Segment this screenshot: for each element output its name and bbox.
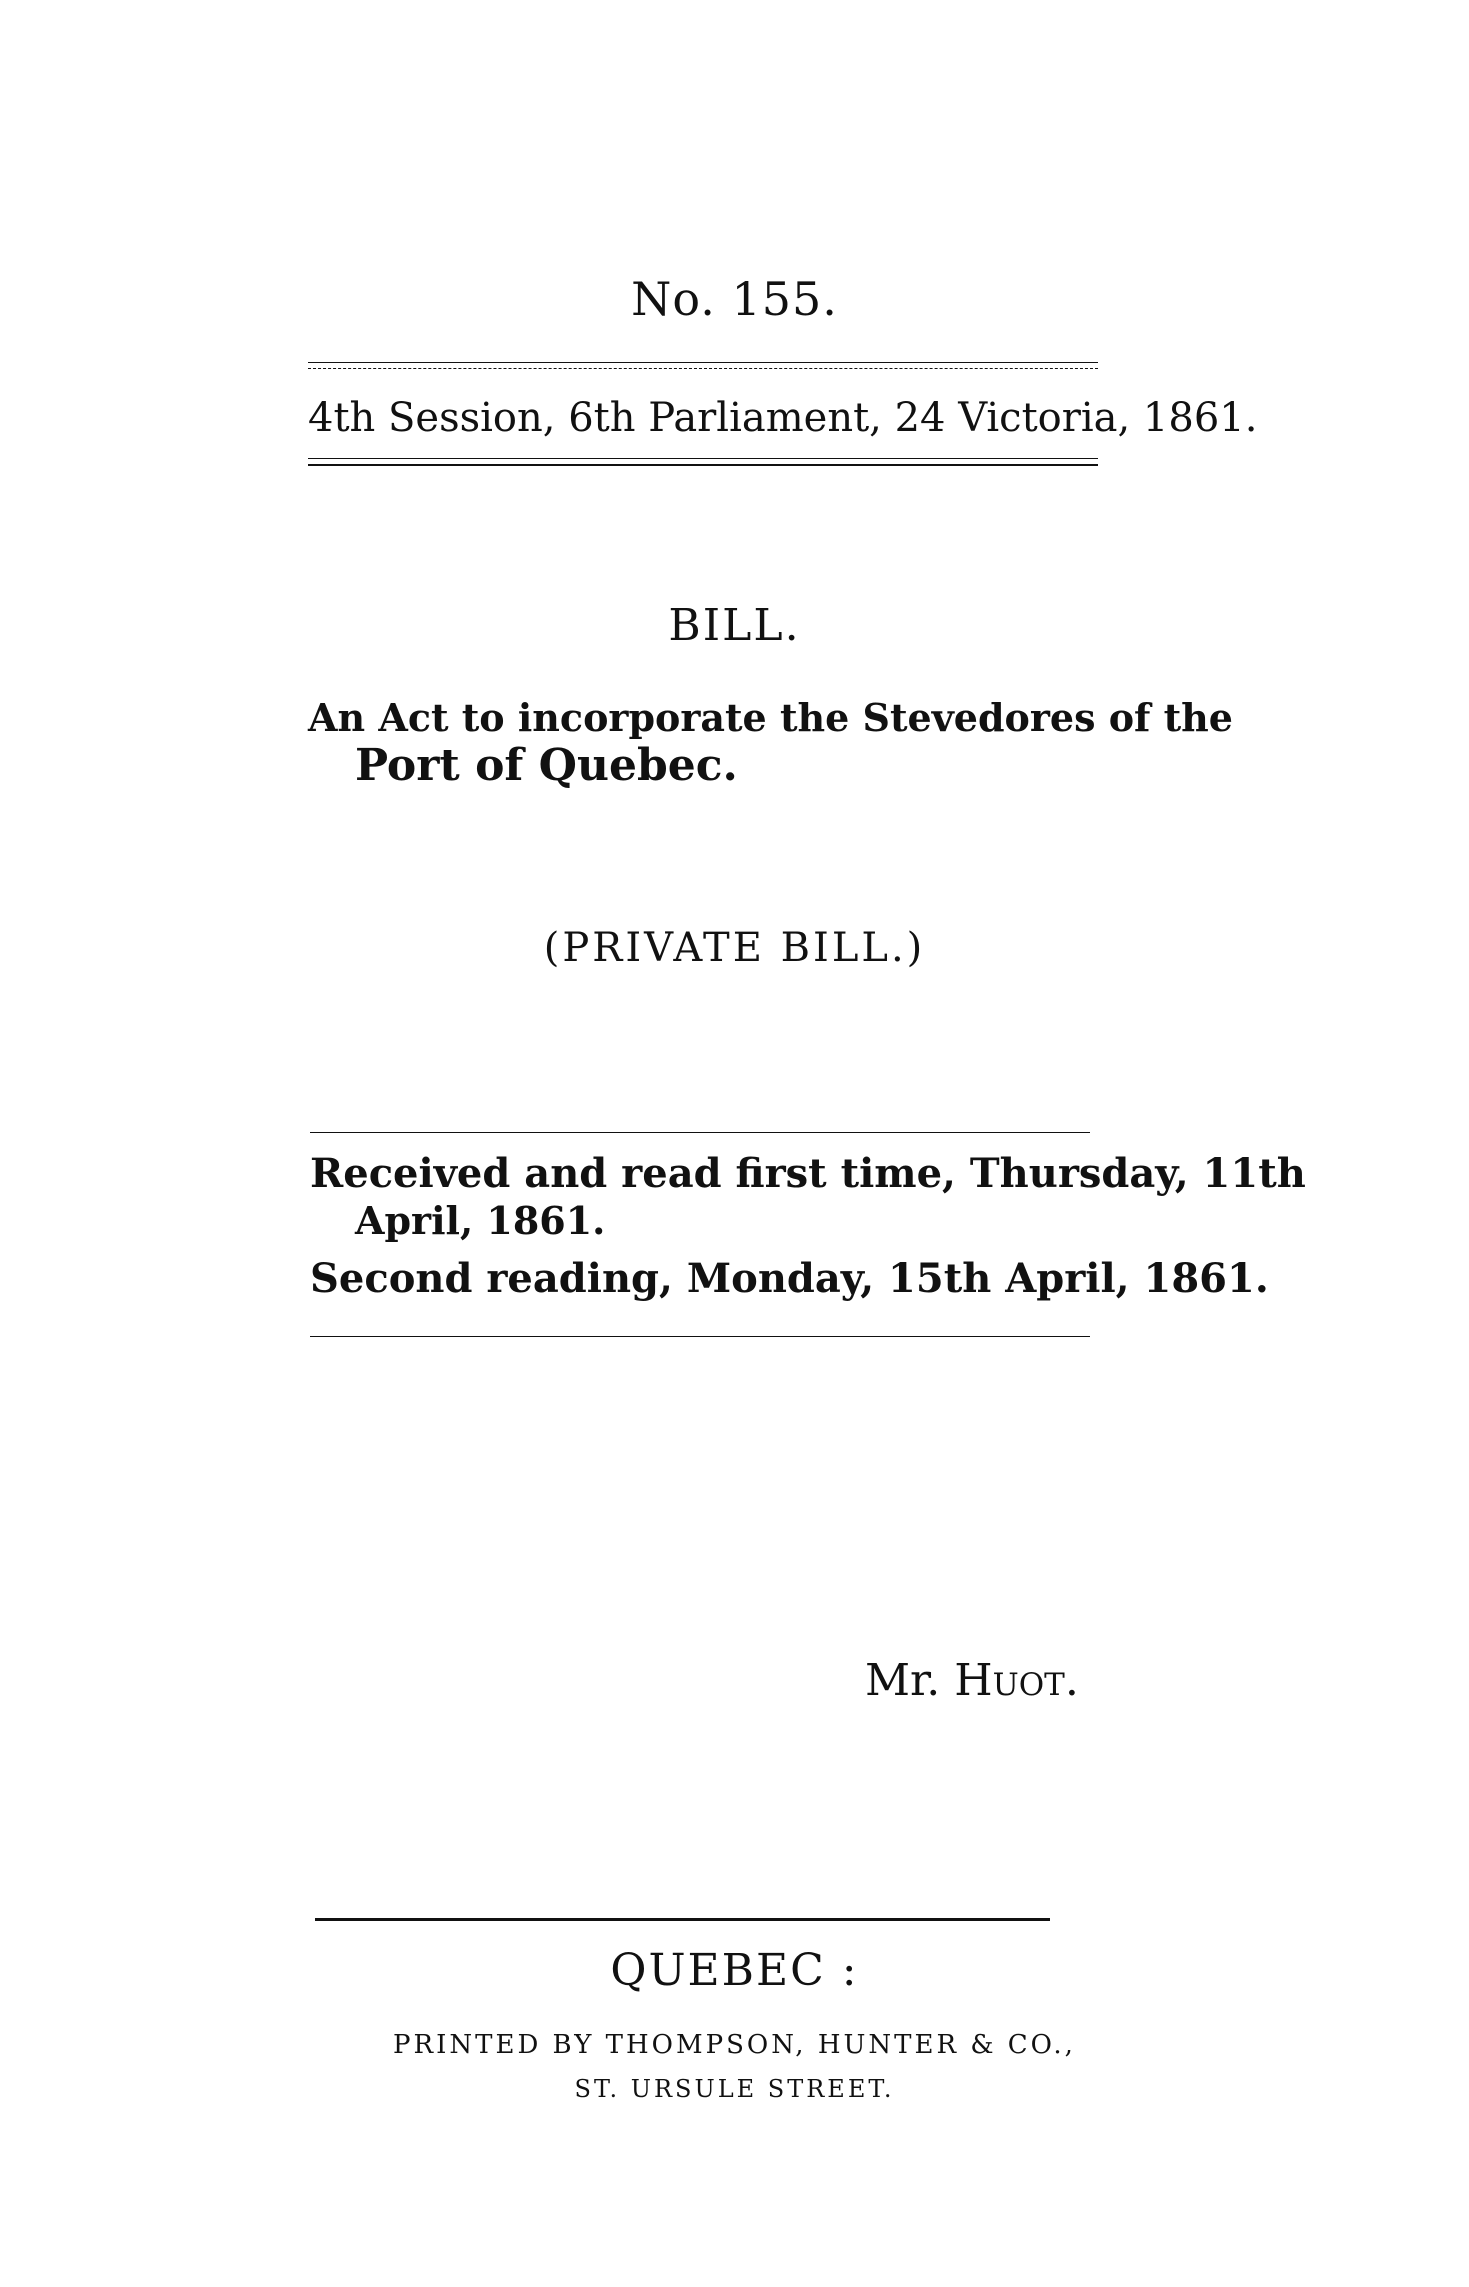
imprint-street: ST. URSULE STREET. <box>574 2075 895 2103</box>
first-reading-line-2: April, 1861. <box>355 1198 606 1243</box>
bill-heading: BILL. <box>668 600 801 651</box>
imprint-printer: PRINTED BY THOMPSON, HUNTER & CO., <box>393 2030 1076 2060</box>
document-number: No. 155. <box>631 272 838 326</box>
readings-top-rule <box>310 1132 1090 1133</box>
sponsor-prefix: Mr. <box>865 1655 941 1706</box>
act-title-line-2: Port of Quebec. <box>355 740 738 791</box>
bill-type: (PRIVATE BILL.) <box>543 925 926 971</box>
top-rule-secondary <box>308 368 1098 369</box>
imprint-rule <box>315 1918 1050 1921</box>
session-line: 4th Session, 6th Parliament, 24 Victoria, 1861. <box>308 395 1258 441</box>
top-rule <box>308 362 1098 363</box>
second-reading: Second reading, Monday, 15th April, 1861. <box>310 1255 1269 1302</box>
session-rule <box>308 458 1098 459</box>
sponsor-name: Huot. <box>954 1655 1079 1706</box>
first-reading-line-1: Received and read first time, Thursday, 11th <box>310 1150 1306 1197</box>
session-rule-double <box>308 464 1098 466</box>
readings-bottom-rule <box>310 1336 1090 1337</box>
sponsor <box>865 1655 1079 1706</box>
act-title-line-1: An Act to incorporate the Stevedores of the <box>308 695 1233 740</box>
imprint-place: QUEBEC : <box>610 1945 859 1996</box>
